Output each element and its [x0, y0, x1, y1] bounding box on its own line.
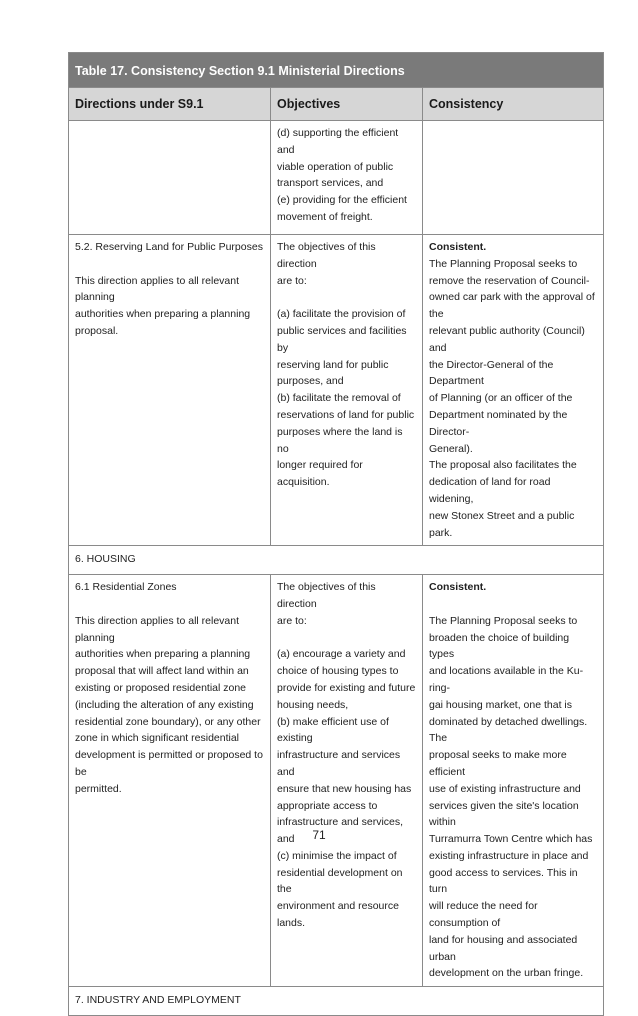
cell-consistency: [423, 235, 604, 546]
header-consistency: Consistency: [423, 88, 604, 121]
ministerial-directions-table: [68, 52, 604, 1016]
section-title: 7. INDUSTRY AND EMPLOYMENT: [69, 987, 604, 1016]
page-number: 71: [312, 828, 326, 842]
cell-direction-empty: [69, 121, 271, 235]
direction-description: This direction applies to all relevant planning authorities when preparing a planning proposal that will affect land within an existing or proposed residential zone (including the alteration of any existing residential zone boundary), or any other zone in which significant residential development is permitted or proposed to be permitted.: [75, 614, 263, 795]
table-row-5-2: [69, 235, 604, 546]
cell-consistency-empty: [423, 121, 604, 235]
objectives-intro: The objectives of this direction are to:: [277, 241, 376, 287]
cell-direction: [69, 575, 271, 987]
table-header-row: [69, 88, 604, 121]
direction-title: 5.2. Reserving Land for Public Purposes: [75, 241, 263, 253]
consistency-label: Consistent.: [429, 241, 487, 253]
objectives-list: (a) facilitate the provision of public services and facilities by reserving land for public purposes, and (b) facilitate the removal of reservations of land for public purposes where the land is no longer required for acquisition.: [277, 308, 415, 489]
objectives-list: (a) encourage a variety and choice of housing types to provide for existing and future housing needs, (b) make efficient use of existing infrastructure and services and ensure that new housing has appropriate access to infrastructure and services, and (c) minimise the impact of residential development on the environment and resource lands.: [277, 648, 416, 930]
table-title: Table 17. Consistency Section 9.1 Ministerial Directions: [69, 53, 604, 88]
cell-consistency: [423, 575, 604, 987]
objectives-continued: (d) supporting the efficient and viable operation of public transport services, and (e) providing for the efficient movement of freight.: [277, 127, 407, 223]
consistency-text: The Planning Proposal seeks to remove the reservation of Council- owned car park with the approval of the relevant public authority (Council) and the Director-General of the Department of Planning (or an officer of the Department nominated by the Director- General). The proposal also facilitates the dedication of land for road widening, new Stonex Street and a public park.: [429, 257, 595, 539]
section-title: 6. HOUSING: [69, 546, 604, 575]
objectives-intro: The objectives of this direction are to:: [277, 581, 376, 627]
table-title-row: [69, 53, 604, 88]
consistency-label: Consistent.: [429, 581, 487, 594]
direction-description: This direction applies to all relevant planning authorities when preparing a planning proposal.: [75, 274, 251, 337]
section-row-housing: [69, 546, 604, 575]
table-row-6-1: [69, 575, 604, 987]
cell-direction: [69, 235, 271, 546]
cell-objectives: [271, 121, 423, 235]
header-directions: Directions under S9.1: [69, 88, 271, 121]
cell-objectives: [271, 235, 423, 546]
cell-objectives: [271, 575, 423, 987]
header-objectives: Objectives: [271, 88, 423, 121]
direction-title: 6.1 Residential Zones: [75, 581, 177, 594]
table-row-continued: [69, 121, 604, 235]
consistency-text: The Planning Proposal seeks to broaden the choice of building types and locations available in the Ku-ring- gai housing market, one that is dominated by detached dwellings. The proposal seeks to make more efficient use of existing infrastructure and services given the site's location within Turramurra Town Centre which has existing infrastructure in place and good access to services. This in turn will reduce the need for consumption of land for housing and associated urban development on the urban fringe.: [429, 614, 593, 980]
section-row-industry: [69, 987, 604, 1016]
